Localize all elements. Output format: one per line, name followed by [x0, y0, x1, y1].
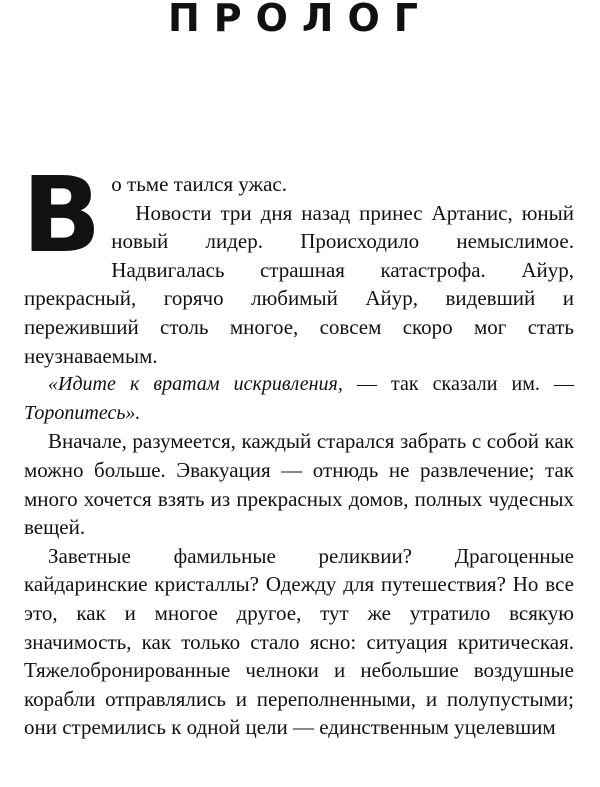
paragraph-relics: Заветные фамильные реликвии? Драгоценные кайдаринские кристаллы? Одежду для путешествия? Но все это, как и многое другое, тут же утратило всякую значимость, как только стало ясно: ситуация критическая. Тяжелобронированные челноки и небольшие воздушные корабли отправлялись и переполненными, и полупустыми; они стремились к одной цели — единственным уцелевшим — [24, 543, 574, 740]
quote-part-2: Торопитесь». — [24, 401, 141, 424]
paragraph-opening — [22, 154, 574, 370]
paragraph-evacuation: Вначале, разумеется, каждый старался забрать с собой как можно больше. Эвакуация — отнюдь не развлечение; так много хочется взять из прекрасных домов, полных чудесных вещей. — [24, 429, 574, 540]
page-body — [22, 154, 574, 742]
quote-part-1: «Идите к вратам искривления, — [48, 373, 343, 396]
paragraph-quote — [24, 370, 574, 427]
opening-line: о тьме таился ужас. — [111, 172, 287, 196]
chapter-title: ПРОЛОГ — [167, 0, 433, 40]
opening-text: Новости три дня назад принес Артанис, юный новый лидер. Происходило немыслимое. Надвигалась страшная катастрофа. Айур, прекрасный, горячо любимый Айур, видевший и переживший столь многое, совсем скоро мог стать неузнаваемым. — [24, 200, 574, 368]
drop-cap: В — [22, 154, 102, 276]
quote-dash: — так сказали им. — — [342, 373, 574, 396]
